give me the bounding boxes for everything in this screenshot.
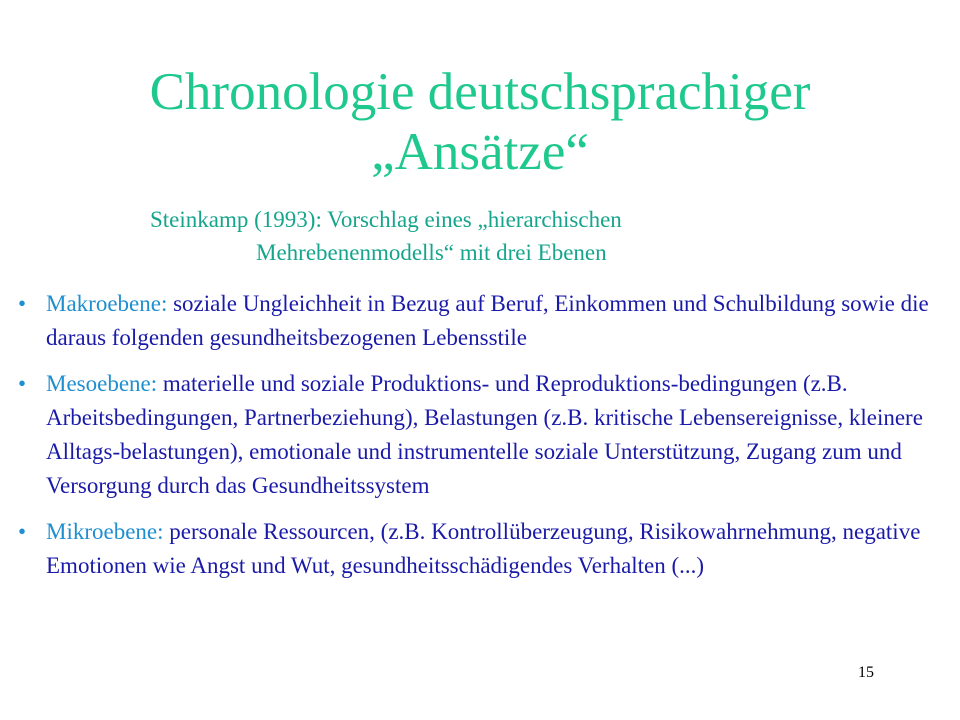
- page-number: 15: [858, 664, 874, 681]
- bullet-text: materielle und soziale Produktions- und Reproduktions-bedingungen (z.B. Arbeitsbedingungen, Partnerbeziehung), Belastungen (z.B. kritische Lebensereignisse, kleinere Alltags-belastungen), emotionale und instrumentelle soziale Unterstützung, Zugang zum und Versorgung durch das Gesundheitssystem: [46, 371, 923, 498]
- slide-title-line2: „Ansätze“: [371, 123, 589, 181]
- bullet-marker-icon: •: [18, 519, 27, 544]
- bullet-marker-icon: •: [18, 291, 27, 316]
- slide-subtitle-line1: Steinkamp (1993): Vorschlag eines „hierarchischen: [150, 207, 622, 232]
- bullet-label: Mikroebene:: [46, 519, 164, 544]
- bullet-label: Mesoebene:: [46, 371, 158, 396]
- bullet-marker-icon: •: [18, 371, 27, 396]
- bullet-text: personale Ressourcen, (z.B. Kontrollüberzeugung, Risikowahrnehmung, negative Emotionen wie Angst und Wut, gesundheitsschädigendes Verhalten (...): [46, 519, 921, 578]
- slide-title: [60, 62, 900, 182]
- slide-title-line1: Chronologie deutschsprachiger: [149, 63, 811, 121]
- slide-subtitle-line2: Mehrebenenmodells“ mit drei Ebenen: [256, 240, 607, 265]
- bullet-label: Makroebene:: [46, 291, 168, 316]
- bullet-list: [18, 287, 938, 595]
- bullet-item-mikroebene: [18, 515, 938, 583]
- bullet-text: soziale Ungleichheit in Bezug auf Beruf, Einkommen und Schulbildung sowie die daraus folgenden gesundheitsbezogenen Lebensstile: [46, 291, 929, 350]
- bullet-item-mesoebene: [18, 367, 938, 503]
- bullet-item-makroebene: [18, 287, 938, 355]
- slide-subtitle: [150, 203, 870, 269]
